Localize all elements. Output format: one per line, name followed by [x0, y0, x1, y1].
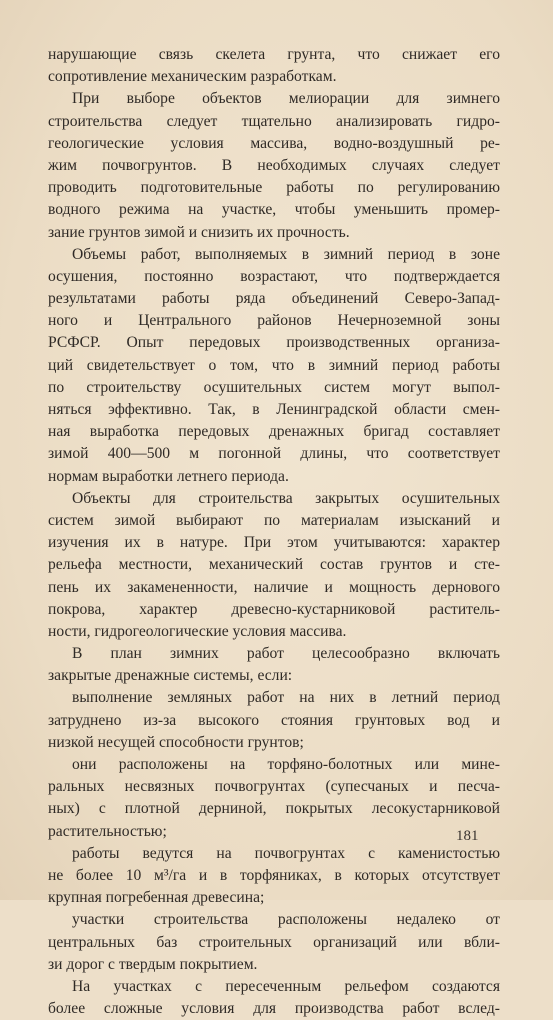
text-line: затруднено из-за высокого стояния грунтовых вод и: [48, 711, 500, 729]
text-line: растительностью;: [48, 822, 167, 840]
text-line: нормам выработки летнего периода.: [48, 467, 289, 485]
text-line: Объекты для строительства закрытых осушительных: [72, 489, 500, 507]
text-line: осушения, постоянно возрастают, что подтверждается: [48, 267, 500, 285]
text-line: ная выработка передовых дренажных бригад составляет: [48, 423, 500, 441]
paragraph: [48, 488, 500, 643]
text-line: низкой несущей способности грунтов;: [48, 733, 304, 751]
text-line: водного режима на участке, чтобы уменьшить промер-: [48, 201, 500, 219]
text-line: Объемы работ, выполняемых в зимний период в зоне: [72, 245, 500, 263]
text-line: жим почвогрунтов. В необходимых случаях следует: [48, 156, 500, 174]
body-text: [48, 44, 500, 1020]
text-line: центральных баз строительных организаций или вбли-: [48, 933, 500, 951]
paragraph: [48, 687, 500, 754]
text-line: более сложные условия для производства работ вслед-: [48, 1000, 500, 1018]
text-line: зание грунтов зимой и снизить их прочность.: [48, 223, 350, 241]
text-line: ного и Центрального районов Нечерноземной зоны: [48, 312, 500, 330]
text-line: зи дорог с твердым покрытием.: [48, 955, 258, 973]
paragraph: [48, 643, 500, 687]
text-line: геологические условия массива, водно-воздушный ре-: [48, 134, 500, 152]
text-line: На участках с пересеченным рельефом создаются: [72, 977, 500, 995]
paragraph: [48, 843, 500, 910]
text-line: крупная погребенная древесина;: [48, 889, 265, 907]
text-line: ных) с плотной дерниной, покрытых лесокустарниковой: [48, 800, 500, 818]
paragraph: [48, 909, 500, 976]
text-line: систем зимой выбирают по материалам изысканий и: [48, 511, 500, 529]
text-line: они расположены на торфяно-болотных или мине-: [72, 756, 500, 773]
text-line: участки строительства расположены недалеко от: [72, 911, 500, 929]
text-line: нарушающие связь скелета грунта, что снижает его: [48, 46, 500, 63]
text-line: ций свидетельствует о том, что в зимний период работы: [48, 356, 500, 374]
text-line: зимой 400—500 м погонной длины, что соответствует: [48, 445, 500, 463]
text-line: пень их закамененности, наличие и мощность дернового: [48, 578, 500, 596]
text-line: результатами работы ряда объединений Северо-Запад-: [48, 290, 500, 308]
text-line: проводить подготовительные работы по регулированию: [48, 179, 500, 197]
text-line: ности, гидрогеологические условия массива.: [48, 622, 347, 640]
text-line: ральных несвязных почвогрунтах (супесчаных и песча-: [48, 778, 500, 796]
text-line: РСФСР. Опыт передовых производственных организа-: [48, 334, 500, 352]
text-line: рельефа местности, механический состав грунтов и сте-: [48, 556, 500, 574]
paragraph: [48, 754, 500, 843]
paragraph: [48, 88, 500, 243]
text-line: изучения их в натуре. При этом учитываются: характер: [48, 534, 500, 552]
text-line: строительства следует тщательно анализировать гидро-: [48, 112, 500, 130]
text-line: работы ведутся на почвогрунтах с каменистостью: [72, 844, 500, 862]
text-line: выполнение земляных работ на них в летний период: [72, 689, 500, 707]
text-line: по строительству осушительных систем могут выпол-: [48, 378, 500, 396]
text-line: В план зимних работ целесообразно включать: [72, 645, 500, 663]
page-number: 181: [456, 828, 479, 844]
paragraph: [48, 244, 500, 488]
paragraph: [48, 976, 500, 1020]
text-line: сопротивление механическим разработкам.: [48, 68, 337, 86]
text-line: не более 10 м³/га и в торфяниках, в которых отсутствует: [48, 866, 500, 884]
text-line: закрытые дренажные системы, если:: [48, 667, 293, 685]
text-line: покрова, характер древесно-кустарниковой раститель-: [48, 600, 500, 618]
text-line: При выборе объектов мелиорации для зимнего: [72, 90, 500, 108]
text-line: няться эффективно. Так, в Ленинградской области смен-: [48, 401, 500, 418]
paragraph: [48, 44, 500, 88]
